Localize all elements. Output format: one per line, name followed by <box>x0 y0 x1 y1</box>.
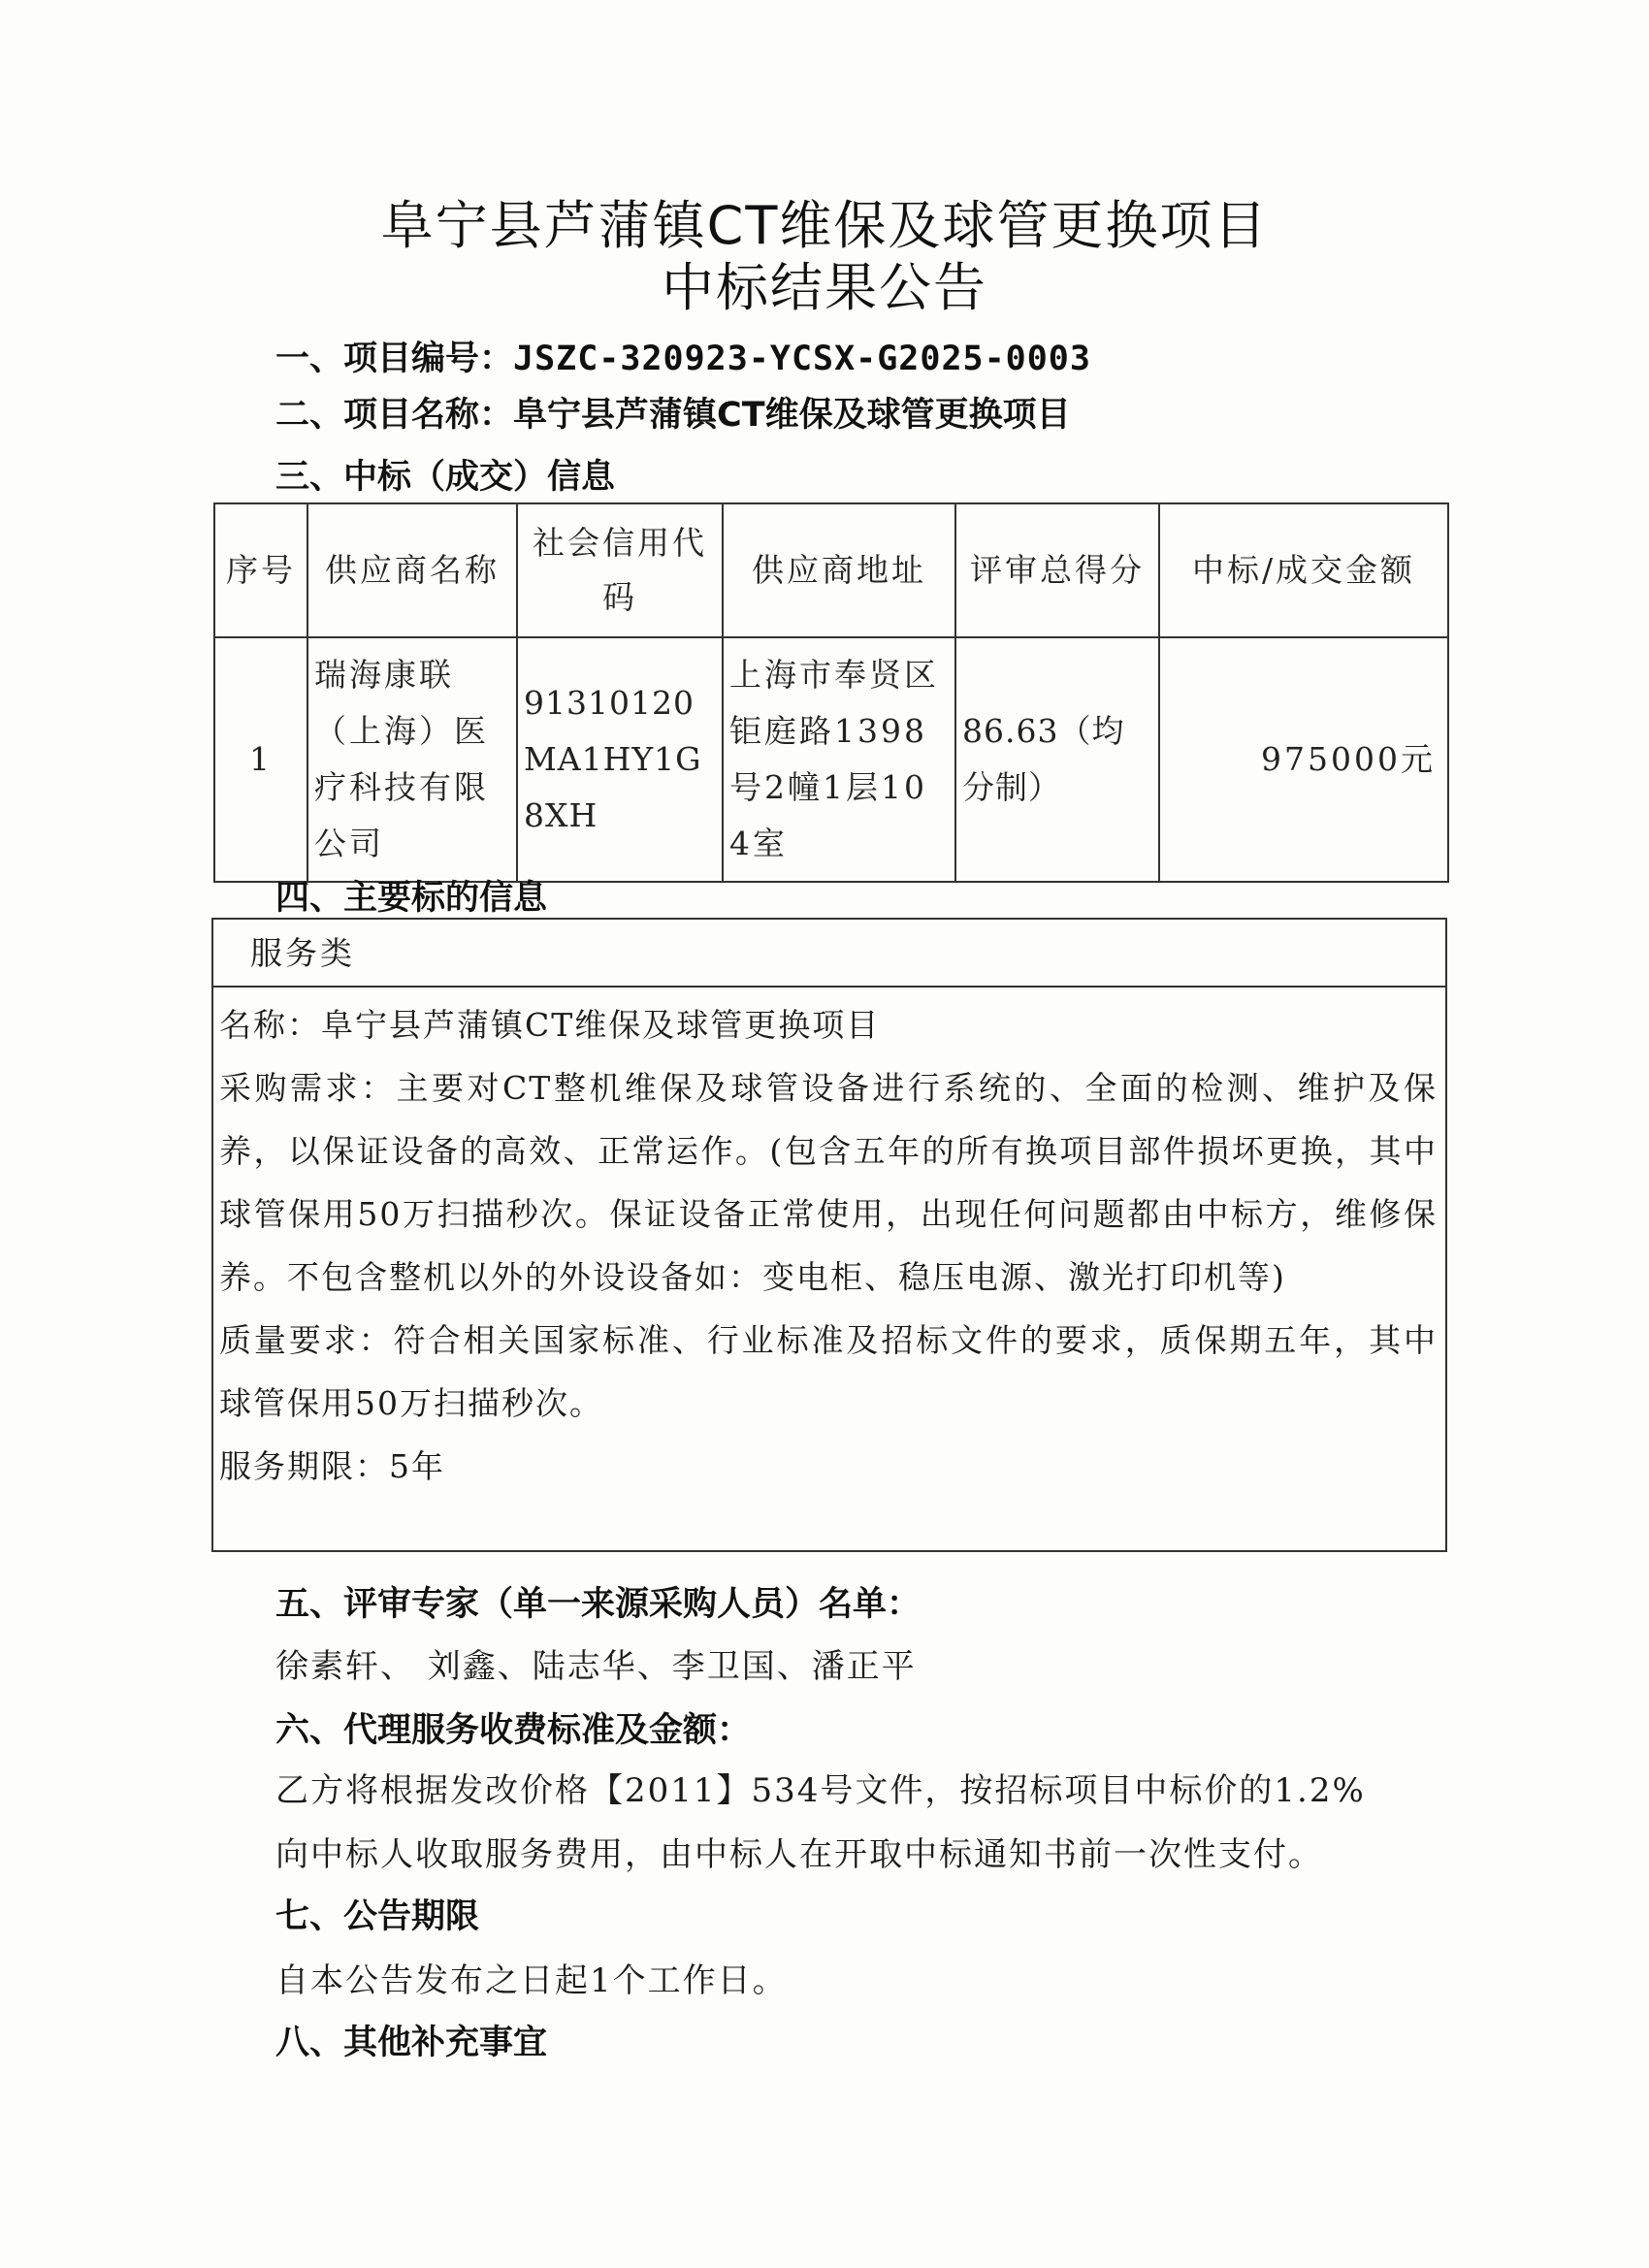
project-number-heading <box>275 332 1091 380</box>
column-header: 供应商地址 <box>723 503 955 637</box>
project-name-label: 二、项目名称： <box>275 396 514 435</box>
column-header: 中标/成交金额 <box>1159 503 1448 637</box>
row-number-cell: 1 <box>214 637 307 882</box>
procurement-requirement: 采购需求：主要对CT整机维保及球管设备进行系统的、全面的检测、维护及保养，以保证设备的高效、正常运作。(包含五年的所有换项目部件损坏更换，其中球管保用50万扫描秒次。保证设备正常使用，出现任何问题都由中标方，维修保养。不包含整机以外的外设设备如：变电柜、稳压电源、激光打印机等) <box>219 1069 1438 1296</box>
notice-period-text: 自本公告发布之日起1个工作日。 <box>275 1961 788 2000</box>
subject-details <box>213 988 1445 1498</box>
table-row <box>214 637 1448 882</box>
column-header: 序号 <box>214 503 307 637</box>
subject-name: 名称：阜宁县芦蒲镇CT维保及球管更换项目 <box>219 1006 881 1044</box>
award-table <box>213 502 1449 883</box>
project-number-label: 一、项目编号： <box>275 340 514 378</box>
agency-fee-heading: 六、代理服务收费标准及金额： <box>275 1711 752 1750</box>
subject-info-box <box>211 918 1447 1552</box>
score-cell: 86.63（均分制） <box>955 637 1159 882</box>
document-title: 阜宁县芦蒲镇CT维保及球管更换项目 <box>380 195 1269 256</box>
project-number-value: JSZC-320923-YCSX-G2025-0003 <box>513 340 1091 378</box>
supplier-address-cell: 上海市奉贤区钜庭路1398号2幢1层104室 <box>723 637 955 882</box>
amount-cell: 975000元 <box>1159 637 1448 882</box>
quality-requirement: 质量要求：符合相关国家标准、行业标准及招标文件的要求，质保期五年，其中球管保用50万扫描秒次。 <box>219 1321 1438 1422</box>
subject-category: 服务类 <box>213 920 1445 988</box>
other-matters-heading: 八、其他补充事宜 <box>275 2024 548 2062</box>
agency-fee-text-line2: 向中标人收取服务费用，由中标人在开取中标通知书前一次性支付。 <box>275 1835 1323 1874</box>
column-header: 供应商名称 <box>307 503 517 637</box>
service-period: 服务期限：5年 <box>219 1447 445 1485</box>
project-name-heading <box>275 388 1071 437</box>
column-header: 评审总得分 <box>955 503 1159 637</box>
experts-list: 徐素轩、 刘鑫、陆志华、李卫国、潘正平 <box>275 1647 917 1686</box>
award-table-header-row <box>214 503 1448 637</box>
notice-period-heading: 七、公告期限 <box>275 1897 480 1936</box>
agency-fee-text-line1: 乙方将根据发改价格【2011】534号文件，按招标项目中标价的1.2% <box>275 1771 1366 1810</box>
experts-heading: 五、评审专家（单一来源采购人员）名单： <box>275 1585 922 1624</box>
project-name-value: 阜宁县芦蒲镇CT维保及球管更换项目 <box>513 396 1071 435</box>
credit-code-cell: 91310120MA1HY1G8XH <box>517 637 723 882</box>
supplier-name-cell: 瑞海康联（上海）医疗科技有限公司 <box>307 637 517 882</box>
award-info-heading: 三、中标（成交）信息 <box>275 458 616 497</box>
column-header: 社会信用代码 <box>517 503 723 637</box>
document-subtitle: 中标结果公告 <box>662 257 987 318</box>
subject-info-heading: 四、主要标的信息 <box>275 879 548 918</box>
